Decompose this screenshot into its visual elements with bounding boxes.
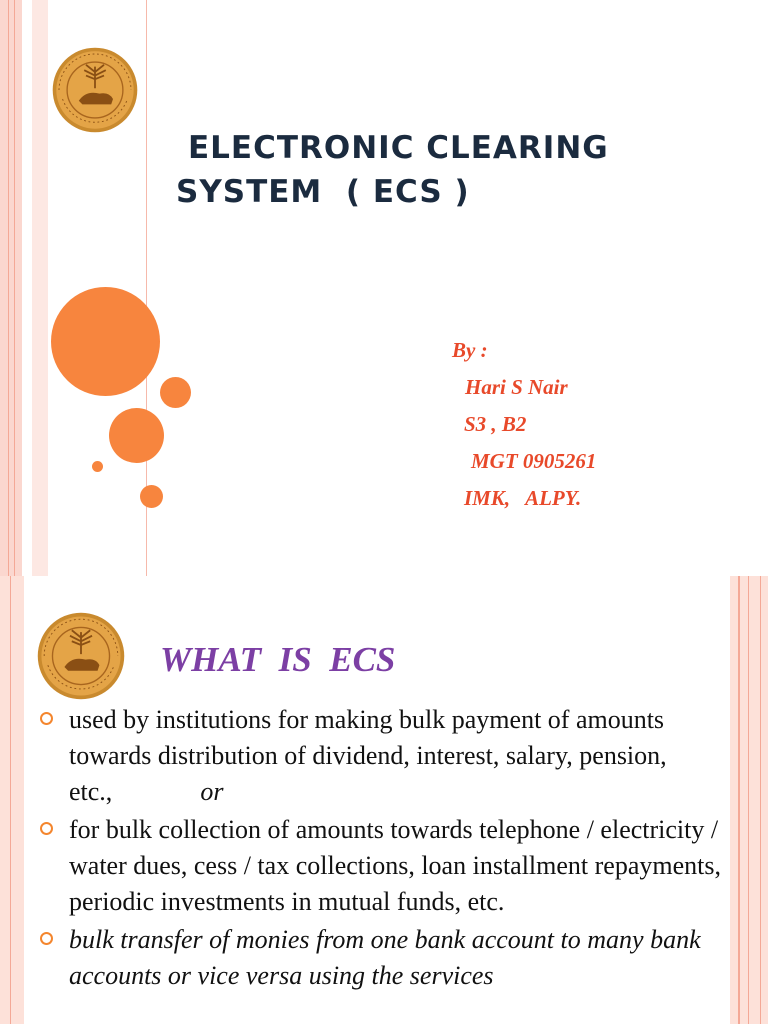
bullet-or-text: or — [200, 777, 224, 806]
content-slide — [0, 576, 768, 1024]
right-decor-line — [748, 576, 749, 1024]
list-item — [38, 702, 728, 810]
byline-class: S3 , B2 — [464, 412, 527, 436]
decor-circle-tiny — [92, 461, 103, 472]
byline-name: Hari S Nair — [465, 375, 568, 399]
bullet-icon — [40, 822, 53, 835]
left-decor-line — [14, 0, 15, 576]
bullet-text: for bulk collection of amounts towards telephone / electricity / water dues, cess / tax collections, loan installment repayments, periodic investments in mutual funds, etc. — [69, 815, 721, 916]
byline-reg: MGT 0905261 — [471, 449, 597, 473]
left-decor-band — [0, 0, 22, 576]
left-decor-band — [0, 576, 24, 1024]
slide-title — [176, 126, 736, 214]
decor-circle-small — [160, 377, 191, 408]
left-decor-stripe — [32, 0, 48, 576]
bullet-list — [38, 702, 728, 996]
decor-circle-medium — [109, 408, 164, 463]
list-item — [38, 812, 728, 920]
bullet-icon — [40, 712, 53, 725]
right-decor-line — [760, 576, 761, 1024]
slide-heading: WHAT IS ECS — [160, 640, 396, 679]
slide-title-line-2: SYSTEM ( ECS ) — [176, 174, 470, 210]
slide-title-line-1: ELECTRONIC CLEARING — [188, 130, 609, 166]
bullet-text: used by institutions for making bulk payment of amounts towards distribution of dividend, interest, salary, pension, etc., — [69, 705, 667, 806]
byline-by: By : — [452, 338, 488, 362]
left-decor-line — [8, 0, 9, 576]
left-decor-line — [10, 576, 11, 1024]
right-decor-line — [738, 576, 740, 1024]
decor-circle-small-2 — [140, 485, 163, 508]
bullet-text: bulk transfer of monies from one bank account to many bank accounts or vice versa using the services — [69, 925, 701, 990]
bullet-icon — [40, 932, 53, 945]
rbi-seal-icon — [50, 44, 140, 136]
rbi-seal-icon — [35, 610, 127, 702]
decor-circle-large — [51, 287, 160, 396]
right-decor-band — [730, 576, 768, 1024]
author-byline — [452, 332, 596, 517]
byline-institute: IMK, ALPY. — [464, 486, 582, 510]
list-item — [38, 922, 728, 994]
